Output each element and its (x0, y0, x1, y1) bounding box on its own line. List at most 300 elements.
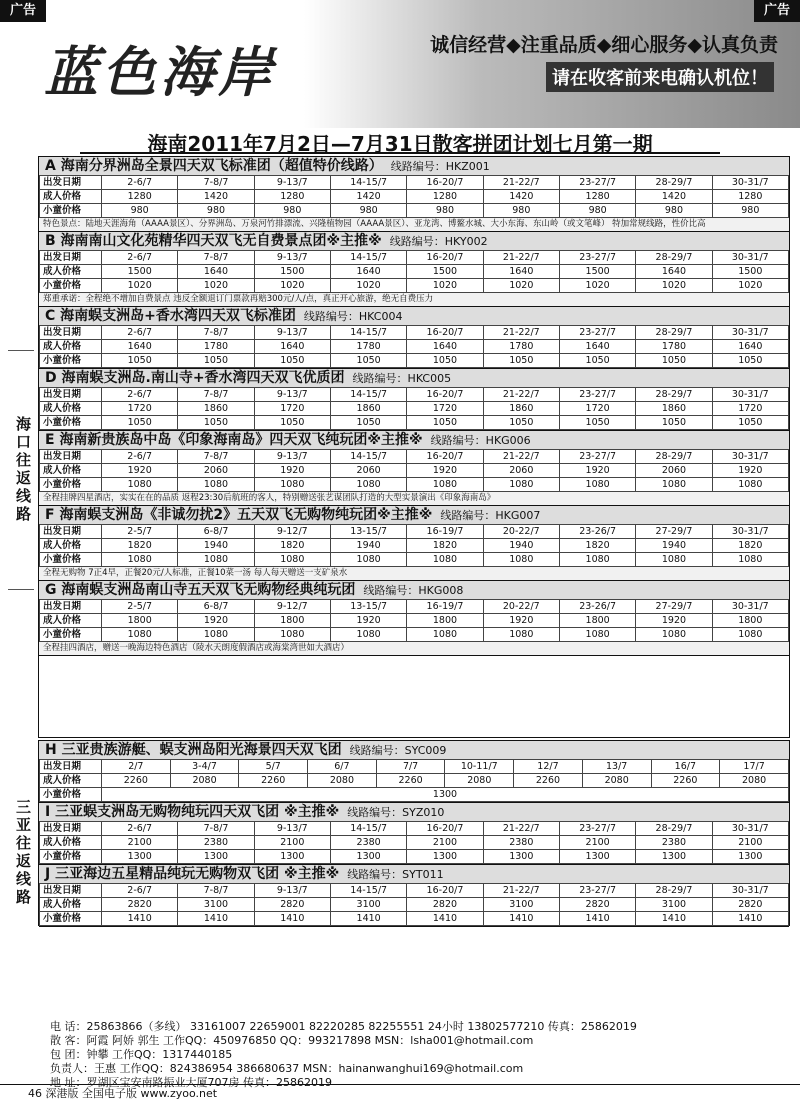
logo: 蓝色海岸 (44, 40, 276, 104)
price-cell: 2060 (178, 464, 254, 478)
price-cell: 1080 (102, 628, 178, 642)
price-cell: 1050 (483, 354, 559, 368)
price-cell: 1860 (483, 402, 559, 416)
price-cell: 1920 (254, 464, 330, 478)
price-cell: 2100 (712, 836, 788, 850)
price-cell: 1720 (254, 402, 330, 416)
price-cell: 980 (254, 204, 330, 218)
price-cell: 7/7 (376, 760, 445, 774)
price-cell: 1300 (254, 850, 330, 864)
price-cell: 23-26/7 (559, 600, 635, 614)
price-cell: 1050 (636, 354, 712, 368)
price-cell: 2-6/7 (102, 822, 178, 836)
price-cell: 1640 (483, 265, 559, 279)
price-table (39, 175, 789, 218)
price-cell: 14-15/7 (330, 176, 406, 190)
row-label: 成人价格 (40, 836, 102, 850)
row-label: 出发日期 (40, 251, 102, 265)
price-cell: 23-27/7 (559, 388, 635, 402)
price-cell: 1020 (483, 279, 559, 293)
price-cell: 1080 (483, 628, 559, 642)
price-cell: 23-27/7 (559, 822, 635, 836)
row-label: 成人价格 (40, 190, 102, 204)
price-cell: 1820 (712, 539, 788, 553)
price-cell: 13-15/7 (330, 600, 406, 614)
tour-code: 线路编号：HKY002 (389, 235, 488, 248)
price-cell: 2060 (636, 464, 712, 478)
price-cell: 1280 (102, 190, 178, 204)
price-cell: 1080 (330, 553, 406, 567)
price-cell: 1050 (407, 354, 483, 368)
row-label: 小童价格 (40, 628, 102, 642)
price-cell: 9-13/7 (254, 326, 330, 340)
price-cell: 1020 (407, 279, 483, 293)
price-cell: 1780 (483, 340, 559, 354)
price-cell: 1640 (178, 265, 254, 279)
price-cell: 1050 (483, 416, 559, 430)
price-cell: 1080 (712, 628, 788, 642)
row-label: 小童价格 (40, 850, 102, 864)
price-cell: 14-15/7 (330, 884, 406, 898)
price-cell: 1080 (559, 478, 635, 492)
price-cell: 1800 (102, 614, 178, 628)
price-cell: 1500 (559, 265, 635, 279)
row-label: 出发日期 (40, 525, 102, 539)
price-cell: 1920 (330, 614, 406, 628)
price-cell: 2080 (308, 774, 377, 788)
price-cell: 13-15/7 (330, 525, 406, 539)
row-label: 小童价格 (40, 416, 102, 430)
footer: 46 深港版 全国电子版 www.zyoo.net (0, 1084, 800, 1100)
price-cell: 2260 (651, 774, 720, 788)
price-cell: 21-22/7 (483, 450, 559, 464)
price-cell: 1410 (483, 912, 559, 926)
price-cell: 16-19/7 (407, 525, 483, 539)
price-cell: 5/7 (239, 760, 308, 774)
price-cell: 3100 (636, 898, 712, 912)
contact-sales: 散 客：阿霞 阿娇 郭生 工作QQ：450976850 QQ：993217898 MSN：lsha001@hotmail.com (50, 1034, 534, 1047)
price-cell: 30-31/7 (712, 822, 788, 836)
price-cell: 30-31/7 (712, 450, 788, 464)
price-cell: 1050 (559, 416, 635, 430)
tour-block (39, 369, 789, 431)
price-cell: 1080 (636, 478, 712, 492)
price-cell: 1800 (712, 614, 788, 628)
price-cell: 1080 (559, 553, 635, 567)
price-cell: 1080 (712, 478, 788, 492)
price-cell: 14-15/7 (330, 251, 406, 265)
price-cell: 2/7 (102, 760, 171, 774)
price-cell: 2100 (559, 836, 635, 850)
price-cell: 23-27/7 (559, 251, 635, 265)
price-cell: 20-22/7 (483, 600, 559, 614)
price-cell: 28-29/7 (636, 450, 712, 464)
price-cell: 28-29/7 (636, 176, 712, 190)
price-cell: 1080 (407, 553, 483, 567)
price-cell: 9-13/7 (254, 251, 330, 265)
price-cell: 1080 (483, 478, 559, 492)
price-cell: 23-27/7 (559, 884, 635, 898)
price-cell: 1410 (407, 912, 483, 926)
price-cell: 1410 (102, 912, 178, 926)
row-label: 小童价格 (40, 204, 102, 218)
price-cell: 2100 (102, 836, 178, 850)
price-cell: 1020 (330, 279, 406, 293)
price-cell: 1300 (407, 850, 483, 864)
header-banner (0, 0, 800, 128)
price-table (39, 524, 789, 567)
price-cell: 1920 (483, 614, 559, 628)
price-cell: 16-20/7 (407, 822, 483, 836)
price-cell: 2-6/7 (102, 176, 178, 190)
price-cell: 2380 (330, 836, 406, 850)
price-cell: 1020 (559, 279, 635, 293)
price-cell: 1640 (254, 340, 330, 354)
price-cell: 1860 (178, 402, 254, 416)
price-cell: 2100 (407, 836, 483, 850)
price-cell: 3-4/7 (170, 760, 239, 774)
price-cell: 2080 (720, 774, 789, 788)
price-cell: 2260 (376, 774, 445, 788)
row-label: 小童价格 (40, 553, 102, 567)
price-cell: 1820 (254, 539, 330, 553)
price-cell: 28-29/7 (636, 822, 712, 836)
price-cell: 1640 (712, 340, 788, 354)
tour-code: 线路编号：HKG007 (440, 509, 541, 522)
tour-code: 线路编号：HKZ001 (390, 160, 490, 173)
row-label: 出发日期 (40, 176, 102, 190)
price-cell: 16-19/7 (407, 600, 483, 614)
price-cell: 1300 (636, 850, 712, 864)
ad-tag-left: 广告 (0, 0, 46, 22)
price-cell: 1050 (102, 354, 178, 368)
price-cell: 1860 (330, 402, 406, 416)
price-cell: 1050 (330, 354, 406, 368)
row-label: 出发日期 (40, 388, 102, 402)
price-cell: 1280 (559, 190, 635, 204)
price-cell: 1050 (407, 416, 483, 430)
price-cell: 1820 (407, 539, 483, 553)
price-cell: 1020 (712, 279, 788, 293)
price-cell: 2060 (483, 464, 559, 478)
price-cell: 1420 (636, 190, 712, 204)
tour-title: F 海南蜈支洲岛《非诚勿扰2》五天双飞无购物纯玩团※主推※ 线路编号：HKG007 (39, 506, 789, 524)
price-cell: 6-8/7 (178, 525, 254, 539)
tour-block (39, 506, 789, 581)
price-table (39, 759, 789, 802)
price-cell: 1500 (712, 265, 788, 279)
price-cell: 1050 (712, 354, 788, 368)
price-table (39, 599, 789, 642)
price-cell: 1020 (102, 279, 178, 293)
price-cell: 30-31/7 (712, 525, 788, 539)
tour-note: 全程挂牌四星酒店，实实在在的品质 返程23:30后航班的客人，特别赠送张艺谋团队打造的大型实景演出《印象海南岛》 (39, 492, 789, 505)
price-cell: 9-13/7 (254, 822, 330, 836)
price-cell: 17/7 (720, 760, 789, 774)
price-cell: 23-27/7 (559, 450, 635, 464)
price-cell: 30-31/7 (712, 884, 788, 898)
price-table (39, 883, 789, 926)
price-cell: 3100 (178, 898, 254, 912)
price-cell: 1300 (559, 850, 635, 864)
price-cell: 1500 (102, 265, 178, 279)
price-cell: 28-29/7 (636, 388, 712, 402)
price-cell: 1640 (407, 340, 483, 354)
price-cell: 1920 (178, 614, 254, 628)
price-cell: 2060 (330, 464, 406, 478)
price-cell: 1920 (712, 464, 788, 478)
price-cell: 1410 (330, 912, 406, 926)
price-cell: 2-5/7 (102, 525, 178, 539)
price-cell: 2-6/7 (102, 326, 178, 340)
price-cell: 1500 (254, 265, 330, 279)
price-cell: 1280 (254, 190, 330, 204)
price-cell: 7-8/7 (178, 450, 254, 464)
price-table (39, 250, 789, 293)
price-cell: 2-6/7 (102, 450, 178, 464)
contact-manager: 负责人：王惠 工作QQ：824386954 386680637 MSN：hainanwanghui169@hotmail.com (50, 1062, 524, 1075)
price-cell: 1080 (254, 628, 330, 642)
row-label: 小童价格 (40, 478, 102, 492)
price-cell: 1720 (102, 402, 178, 416)
contact-block (50, 1020, 790, 1090)
side-label-sanya: 三亚往返线路 (14, 799, 32, 907)
price-cell: 1080 (102, 478, 178, 492)
price-cell: 23-26/7 (559, 525, 635, 539)
tour-title: D 海南蜈支洲岛.南山寺+香水湾四天双飞优质团 线路编号：HKC005 (39, 369, 789, 387)
price-cell: 2820 (407, 898, 483, 912)
price-cell: 21-22/7 (483, 251, 559, 265)
price-cell: 14-15/7 (330, 326, 406, 340)
price-cell: 1920 (102, 464, 178, 478)
price-cell: 1640 (559, 340, 635, 354)
price-cell: 30-31/7 (712, 251, 788, 265)
price-cell: 1050 (254, 354, 330, 368)
price-cell: 1080 (330, 628, 406, 642)
tour-block (39, 232, 789, 307)
tour-code: 线路编号：SYZ010 (347, 806, 445, 819)
price-cell: 1800 (254, 614, 330, 628)
tour-code: 线路编号：HKC005 (352, 372, 452, 385)
price-table (39, 387, 789, 430)
price-cell: 1780 (178, 340, 254, 354)
price-cell: 1020 (636, 279, 712, 293)
price-cell: 16-20/7 (407, 251, 483, 265)
price-cell: 7-8/7 (178, 326, 254, 340)
price-cell: 1720 (407, 402, 483, 416)
price-cell: 1080 (712, 553, 788, 567)
price-cell: 1020 (178, 279, 254, 293)
notice: 请在收客前来电确认机位！ (546, 62, 774, 92)
price-cell: 2-6/7 (102, 884, 178, 898)
row-label: 成人价格 (40, 265, 102, 279)
row-label: 出发日期 (40, 450, 102, 464)
sanya-tours (38, 740, 790, 926)
price-cell: 7-8/7 (178, 822, 254, 836)
price-cell: 1820 (559, 539, 635, 553)
price-cell: 2380 (178, 836, 254, 850)
price-cell: 1800 (559, 614, 635, 628)
price-cell: 2-6/7 (102, 388, 178, 402)
price-cell: 1050 (712, 416, 788, 430)
row-label: 小童价格 (40, 912, 102, 926)
tour-code: 线路编号：SYC009 (349, 744, 447, 757)
slogan: 诚信经营◆注重品质◆细心服务◆认真负责 (430, 34, 778, 56)
tour-block (39, 307, 789, 369)
price-cell: 1050 (102, 416, 178, 430)
price-cell: 9-13/7 (254, 884, 330, 898)
price-cell: 1050 (178, 416, 254, 430)
price-cell: 30-31/7 (712, 176, 788, 190)
price-cell: 28-29/7 (636, 326, 712, 340)
price-cell: 1410 (178, 912, 254, 926)
row-label: 小童价格 (40, 788, 102, 802)
price-cell: 1050 (330, 416, 406, 430)
contact-address: 地 址：罗湖区宝安南路振业大厦707房 传真：25862019 (50, 1076, 332, 1089)
price-cell: 14-15/7 (330, 450, 406, 464)
price-table (39, 449, 789, 492)
haikou-tours (38, 156, 790, 738)
price-cell: 1080 (178, 553, 254, 567)
price-cell: 14-15/7 (330, 822, 406, 836)
tour-title: B 海南南山文化苑精华四天双飞无自费景点团※主推※ 线路编号：HKY002 (39, 232, 789, 250)
price-cell: 1080 (559, 628, 635, 642)
price-cell: 16-20/7 (407, 176, 483, 190)
price-cell: 3100 (483, 898, 559, 912)
price-cell: 3100 (330, 898, 406, 912)
price-cell: 10-11/7 (445, 760, 514, 774)
price-cell: 13/7 (582, 760, 651, 774)
price-cell: 2080 (170, 774, 239, 788)
tour-code: 线路编号：HKG006 (430, 434, 531, 447)
row-label: 出发日期 (40, 326, 102, 340)
price-cell: 2080 (582, 774, 651, 788)
price-cell: 2260 (239, 774, 308, 788)
row-label: 成人价格 (40, 614, 102, 628)
tour-title: J 三亚海边五星精品纯玩无购物双飞团 ※主推※ 线路编号：SYT011 (39, 865, 789, 883)
price-cell: 7-8/7 (178, 884, 254, 898)
price-cell: 9-12/7 (254, 525, 330, 539)
price-cell: 1020 (254, 279, 330, 293)
row-label: 成人价格 (40, 402, 102, 416)
row-label: 成人价格 (40, 464, 102, 478)
tour-note: 郑重承诺：全程绝不增加自费景点 违反全额退订门票款再赔300元/人/点，真正开心旅游，绝无自费压力 (39, 293, 789, 306)
price-cell: 7-8/7 (178, 388, 254, 402)
row-label: 成人价格 (40, 898, 102, 912)
tour-block (39, 431, 789, 506)
price-cell: 1300 (330, 850, 406, 864)
price-cell: 21-22/7 (483, 326, 559, 340)
price-cell: 2380 (483, 836, 559, 850)
row-label: 小童价格 (40, 279, 102, 293)
tour-note: 全程无购物 7正4早，正餐20元/人标准，正餐10菜一汤 每人每天赠送一支矿泉水 (39, 567, 789, 580)
price-cell: 980 (178, 204, 254, 218)
price-cell: 21-22/7 (483, 176, 559, 190)
tour-title: H 三亚贵族游艇、蜈支洲岛阳光海景四天双飞团 线路编号：SYC009 (39, 741, 789, 759)
price-cell: 23-27/7 (559, 326, 635, 340)
price-cell: 1050 (559, 354, 635, 368)
price-cell: 1820 (102, 539, 178, 553)
price-cell: 1080 (636, 628, 712, 642)
price-cell: 9-13/7 (254, 176, 330, 190)
tour-code: 线路编号：HKC004 (303, 310, 403, 323)
price-cell: 30-31/7 (712, 388, 788, 402)
price-cell: 1720 (712, 402, 788, 416)
price-cell: 980 (712, 204, 788, 218)
price-cell: 2-6/7 (102, 251, 178, 265)
price-cell: 1280 (407, 190, 483, 204)
contact-phone: 电 话：25863866（多线） 33161007 22659001 82220285 82255551 24小时 13802577210 传真：25862019 (50, 1020, 637, 1033)
tour-block (39, 865, 789, 927)
tour-title: G 海南蜈支洲岛南山寺五天双飞无购物经典纯玩团 线路编号：HKG008 (39, 581, 789, 599)
tour-title: E 海南新贵族岛中岛《印象海南岛》四天双飞纯玩团※主推※ 线路编号：HKG006 (39, 431, 789, 449)
price-cell: 2820 (254, 898, 330, 912)
price-cell: 1080 (330, 478, 406, 492)
price-cell: 23-27/7 (559, 176, 635, 190)
price-cell: 1920 (636, 614, 712, 628)
price-cell: 1780 (330, 340, 406, 354)
price-cell: 1080 (178, 628, 254, 642)
price-cell: 1080 (102, 553, 178, 567)
price-cell: 1940 (178, 539, 254, 553)
price-cell: 27-29/7 (636, 525, 712, 539)
price-cell: 1300 (712, 850, 788, 864)
price-cell: 28-29/7 (636, 884, 712, 898)
row-label: 小童价格 (40, 354, 102, 368)
price-cell: 16-20/7 (407, 326, 483, 340)
tour-note: 全程挂四酒店，赠送一晚海边特色酒店（陵水天朗度假酒店或海棠湾世如大酒店） (39, 642, 789, 655)
tour-block (39, 581, 789, 656)
price-cell: 980 (483, 204, 559, 218)
price-cell: 7-8/7 (178, 176, 254, 190)
price-cell: 28-29/7 (636, 251, 712, 265)
price-cell: 1050 (254, 416, 330, 430)
price-cell: 27-29/7 (636, 600, 712, 614)
price-cell: 980 (102, 204, 178, 218)
price-cell: 7-8/7 (178, 251, 254, 265)
price-cell: 1500 (407, 265, 483, 279)
row-label: 出发日期 (40, 600, 102, 614)
price-cell: 21-22/7 (483, 884, 559, 898)
price-cell: 1300 (102, 850, 178, 864)
price-cell: 1940 (330, 539, 406, 553)
price-cell: 20-22/7 (483, 525, 559, 539)
price-cell: 1920 (559, 464, 635, 478)
price-cell: 1780 (636, 340, 712, 354)
price-table (39, 821, 789, 864)
price-cell: 1300 (483, 850, 559, 864)
price-cell: 9-13/7 (254, 450, 330, 464)
price-cell: 980 (330, 204, 406, 218)
price-cell: 1720 (559, 402, 635, 416)
price-cell: 1860 (636, 402, 712, 416)
tour-code: 线路编号：SYT011 (347, 868, 444, 881)
tour-block (39, 741, 789, 803)
price-cell: 2820 (102, 898, 178, 912)
price-cell: 21-22/7 (483, 822, 559, 836)
price-cell: 2260 (102, 774, 171, 788)
price-cell: 2080 (445, 774, 514, 788)
plan-title: 海南2011年7月2日—7月31日散客拼团计划七月第一期 (80, 128, 720, 154)
tour-title: I 三亚蜈支洲岛无购物纯玩四天双飞团 ※主推※ 线路编号：SYZ010 (39, 803, 789, 821)
price-cell: 9-13/7 (254, 388, 330, 402)
price-cell: 1940 (483, 539, 559, 553)
price-cell: 16/7 (651, 760, 720, 774)
price-cell: 1080 (254, 553, 330, 567)
price-cell: 1640 (330, 265, 406, 279)
price-cell: 1800 (407, 614, 483, 628)
price-cell: 16-20/7 (407, 450, 483, 464)
